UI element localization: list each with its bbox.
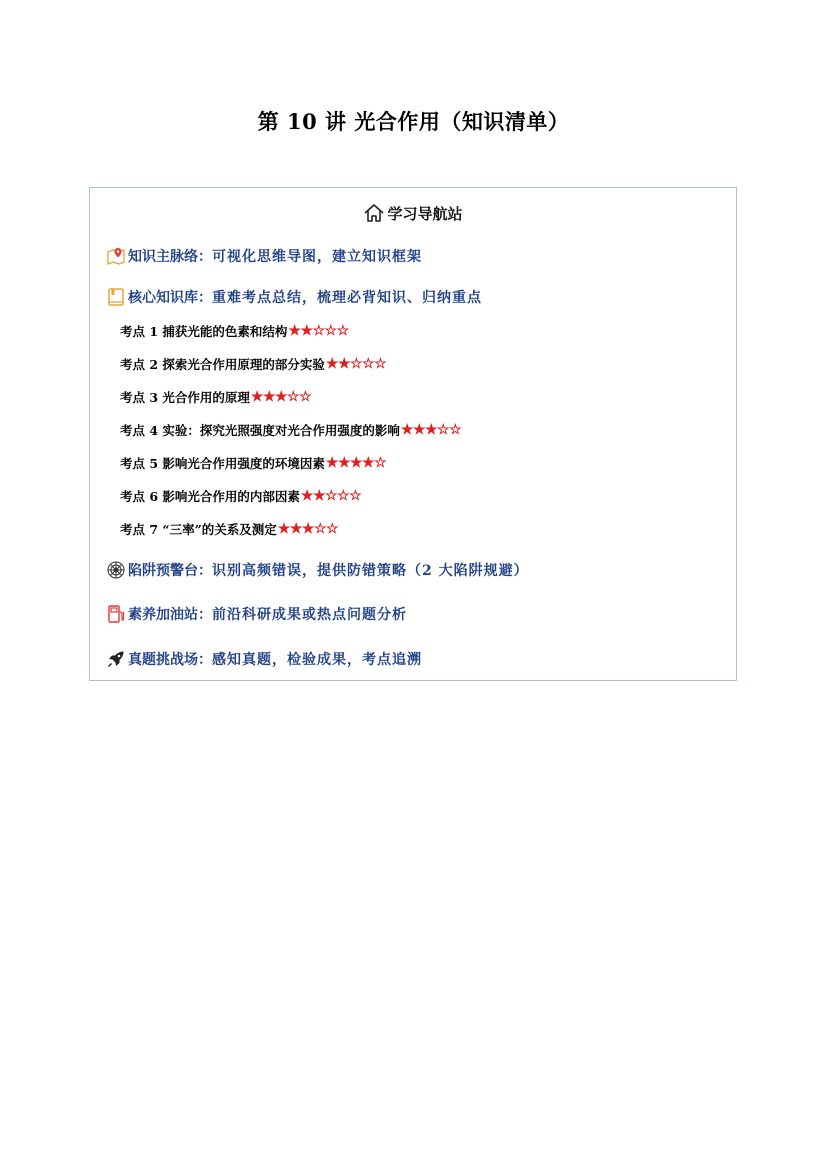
rating-stars: ★★★☆☆: [250, 389, 312, 405]
nav-header: [90, 202, 736, 224]
book-icon: [106, 287, 126, 307]
nav-header-label: 学习导航站: [387, 204, 463, 223]
section-challenge-desc: 感知真题，检验成果，考点追溯: [212, 652, 422, 668]
exam-point: [120, 454, 386, 472]
map-pin-icon: [106, 246, 126, 266]
rating-stars: ★★★★☆: [325, 455, 387, 471]
exam-point: [120, 520, 338, 538]
rocket-icon: [106, 649, 126, 669]
section-literacy: [106, 604, 407, 624]
rating-stars: ★★☆☆☆: [325, 356, 387, 372]
section-mind-map-label: 知识主脉络：: [128, 249, 212, 265]
fuel-pump-icon: [106, 604, 126, 624]
section-trap-label: 陷阱预警台：: [128, 563, 212, 579]
exam-point-label: 考点 2 探索光合作用原理的部分实验: [120, 357, 325, 372]
section-core: [106, 287, 482, 307]
exam-point-label: 考点 6 影响光合作用的内部因素: [120, 489, 300, 504]
learning-nav-panel: [89, 187, 737, 681]
section-trap: [106, 560, 529, 580]
section-trap-desc: 识别高频错误，提供防错策略（2 大陷阱规避）: [212, 563, 529, 579]
section-literacy-label: 素养加油站：: [128, 607, 212, 623]
section-core-desc: 重难考点总结，梳理必背知识、归纳重点: [212, 290, 482, 306]
section-literacy-desc: 前沿科研成果或热点问题分析: [212, 607, 407, 623]
rating-stars: ★★☆☆☆: [300, 488, 362, 504]
exam-point-label: 考点 7 “三率”的关系及测定: [120, 522, 277, 537]
home-icon: [363, 202, 385, 224]
exam-point-label: 考点 1 捕获光能的色素和结构: [120, 324, 288, 339]
exam-point: [120, 322, 349, 340]
exam-point: [120, 487, 361, 505]
rating-stars: ★★★☆☆: [277, 521, 339, 537]
exam-point: [120, 355, 386, 373]
exam-point-label: 考点 5 影响光合作用强度的环境因素: [120, 456, 325, 471]
page-title: 第 10 讲 光合作用（知识清单）: [257, 109, 570, 134]
section-core-label: 核心知识库：: [128, 290, 212, 306]
spider-web-icon: [106, 560, 126, 580]
rating-stars: ★★☆☆☆: [288, 323, 349, 339]
exam-point: [120, 421, 461, 439]
section-mind-map-desc: 可视化思维导图，建立知识框架: [212, 249, 422, 265]
section-challenge-label: 真题挑战场：: [128, 652, 212, 668]
rating-stars: ★★★☆☆: [400, 422, 462, 438]
section-challenge: [106, 649, 422, 669]
exam-point-label: 考点 4 实验：探究光照强度对光合作用强度的影响: [120, 423, 400, 438]
exam-point-label: 考点 3 光合作用的原理: [120, 390, 250, 405]
section-mind-map: [106, 246, 422, 266]
exam-point: [120, 388, 311, 406]
